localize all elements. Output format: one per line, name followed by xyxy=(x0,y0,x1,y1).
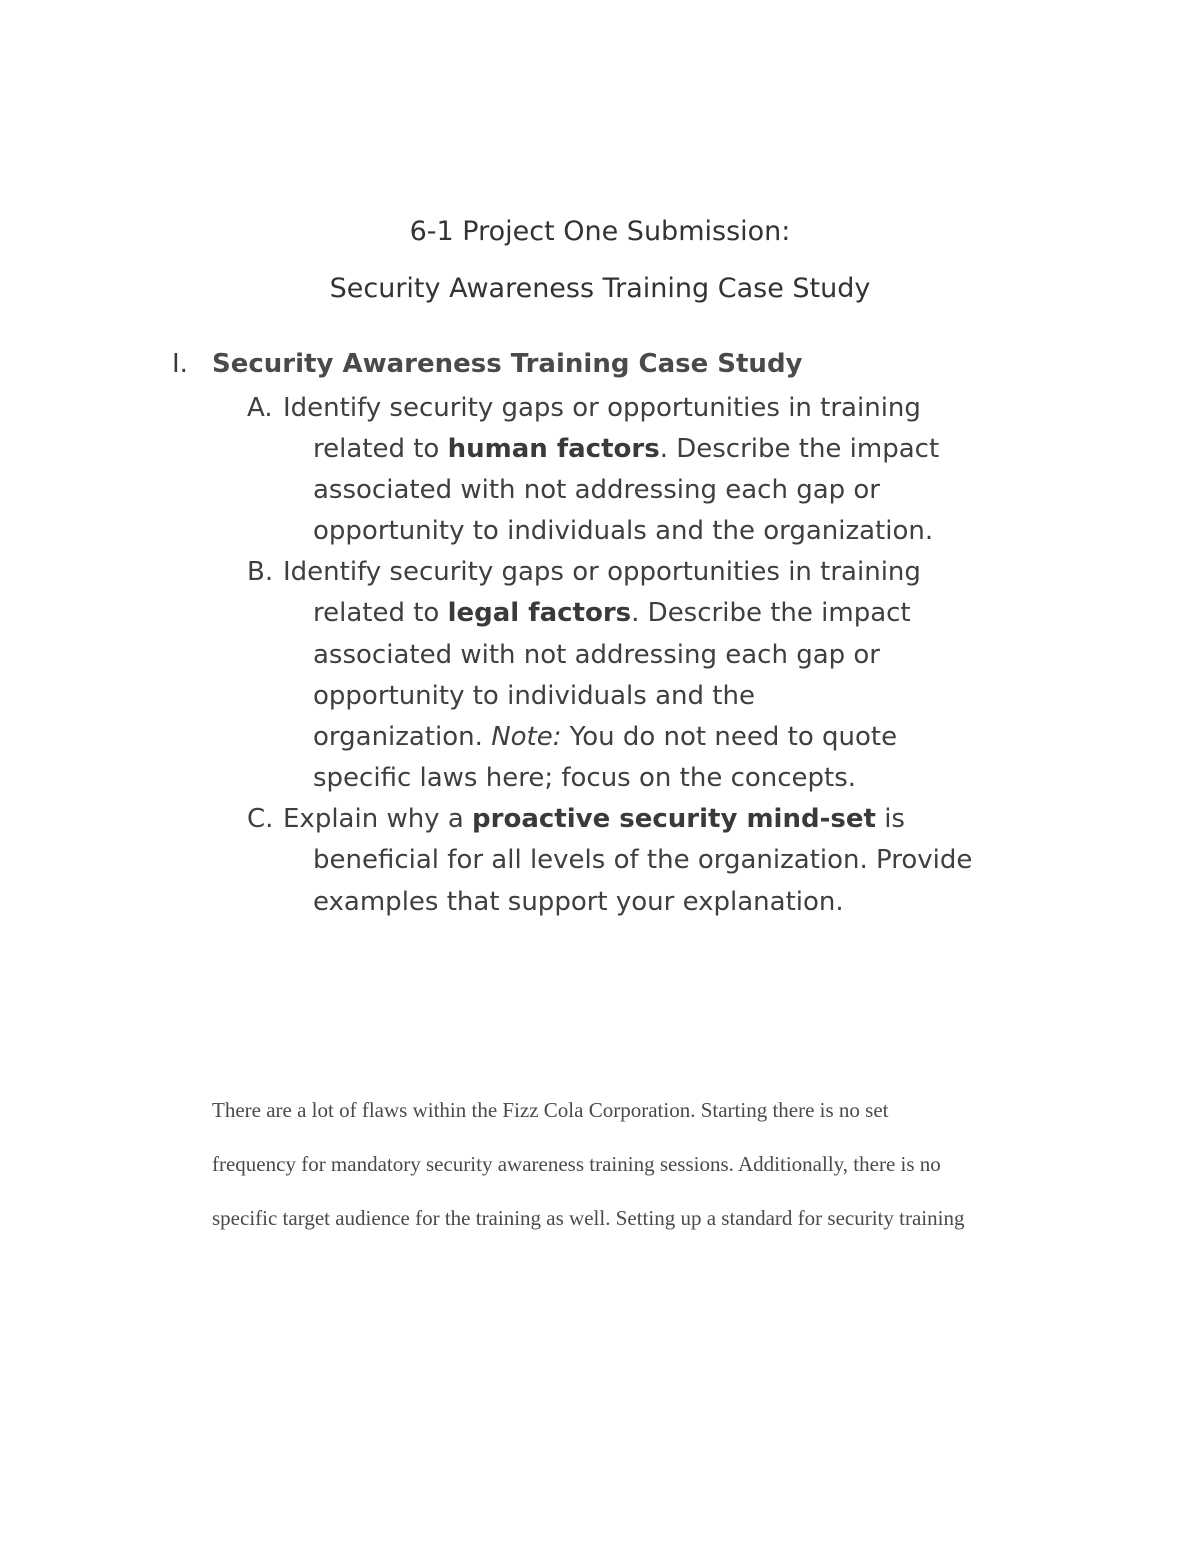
item-b-line-2 xyxy=(313,600,911,626)
item-b-line-6-text: specific laws here; focus on the concepts. xyxy=(313,763,857,793)
item-b-line-4 xyxy=(313,683,755,709)
item-c-line-2 xyxy=(313,847,972,873)
human-factors-emphasis: human factors xyxy=(447,434,660,464)
item-c-line-3-text: examples that support your explanation. xyxy=(313,887,844,917)
item-b-line-2-text: related to xyxy=(313,598,448,628)
item-b-line-5 xyxy=(313,724,897,750)
item-a-line-4 xyxy=(313,518,933,544)
note-label: Note: xyxy=(491,722,562,752)
item-a-line-1 xyxy=(283,395,921,421)
legal-factors-emphasis: legal factors xyxy=(447,598,632,628)
item-b-line-6 xyxy=(313,765,856,791)
section-heading: Security Awareness Training Case Study xyxy=(212,349,803,379)
item-letter-c: C. xyxy=(247,804,274,834)
item-letter-a: A. xyxy=(247,393,273,423)
document-title-line-2: Security Awareness Training Case Study xyxy=(329,273,871,304)
item-c-line-3 xyxy=(313,889,844,915)
item-a-line-3 xyxy=(313,477,880,503)
item-b-line-3 xyxy=(313,642,880,668)
item-b-line-5-text: organization. xyxy=(313,722,492,752)
item-a-line-2 xyxy=(313,436,939,462)
item-b-line-2-tail: . Describe the impact xyxy=(631,598,911,628)
item-b-line-3-text: associated with not addressing each gap or xyxy=(313,640,880,670)
item-a-line-2-tail: . Describe the impact xyxy=(659,434,940,464)
proactive-mindset-emphasis: proactive security mind-set xyxy=(472,804,876,834)
item-b-line-1 xyxy=(283,559,921,585)
body-line-1: There are a lot of flaws within the Fizz Cola Corporation. Starting there is no set xyxy=(212,1098,889,1122)
item-a-line-4-text: opportunity to individuals and the organization. xyxy=(313,516,934,546)
item-letter-b: B. xyxy=(247,557,274,587)
item-a-line-3-text: associated with not addressing each gap or xyxy=(313,475,880,505)
item-b-line-5-tail: You do not need to quote xyxy=(561,722,898,752)
item-b-line-4-text: opportunity to individuals and the xyxy=(313,681,755,711)
item-a-line-2-text: related to xyxy=(313,434,448,464)
section-numeral: I. xyxy=(172,349,188,379)
body-line-3: specific target audience for the training as well. Setting up a standard for security training xyxy=(212,1206,965,1230)
body-line-2: frequency for mandatory security awareness training sessions. Additionally, there is no xyxy=(212,1152,941,1176)
item-c-line-1-text: Explain why a xyxy=(283,804,473,834)
document-title-line-1: 6-1 Project One Submission: xyxy=(409,216,791,247)
item-b-line-1-text: Identify security gaps or opportunities in training xyxy=(283,557,921,587)
item-c-line-1 xyxy=(283,806,905,832)
item-c-line-2-text: beneficial for all levels of the organization. Provide xyxy=(313,845,973,875)
item-a-line-1-text: Identify security gaps or opportunities in training xyxy=(283,393,921,423)
item-c-line-1-tail: is xyxy=(875,804,905,834)
